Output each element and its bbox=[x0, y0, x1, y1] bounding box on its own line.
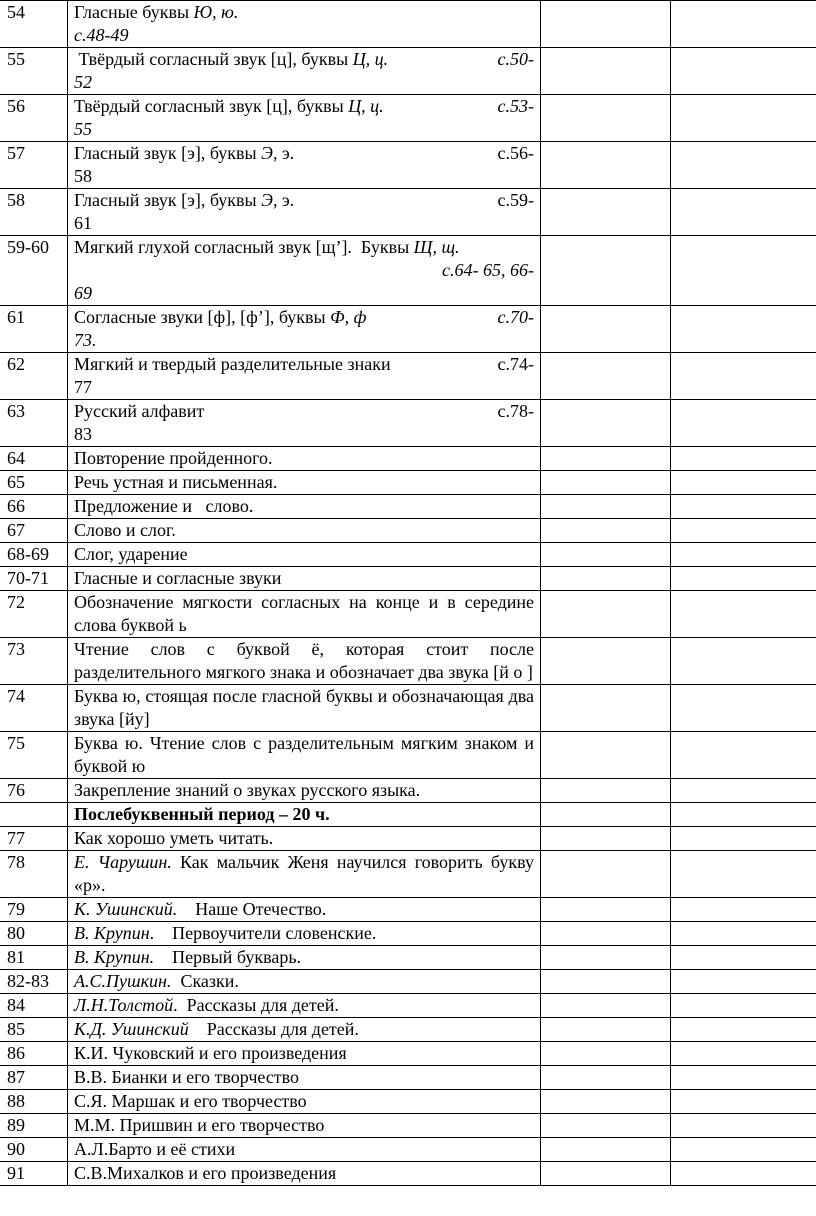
table-row bbox=[0, 353, 816, 400]
planned-date-cell bbox=[541, 1114, 671, 1138]
textbook-pages-text: с.56- bbox=[497, 143, 534, 163]
actual-date-cell bbox=[671, 922, 816, 946]
lesson-number-cell: 70-71 bbox=[0, 567, 68, 591]
actual-date-cell bbox=[671, 779, 816, 803]
lesson-topic-cell bbox=[68, 1162, 541, 1186]
lesson-topic-text: Повторение пройденного. bbox=[74, 448, 273, 468]
table-row bbox=[0, 1162, 816, 1186]
actual-date-cell bbox=[671, 1114, 816, 1138]
lesson-topic-text: М.М. Пришвин и его творчество bbox=[74, 1115, 325, 1135]
planned-date-cell bbox=[541, 851, 671, 898]
textbook-pages-continuation: 77 bbox=[74, 377, 92, 397]
planned-date-cell bbox=[541, 591, 671, 638]
lesson-topic-text: А.Л.Барто и её стихи bbox=[74, 1139, 236, 1159]
lesson-number-cell: 80 bbox=[0, 922, 68, 946]
lesson-topic-cell bbox=[68, 732, 541, 779]
lesson-topic-cell bbox=[68, 306, 541, 353]
planned-date-cell bbox=[541, 898, 671, 922]
lesson-topic-cell bbox=[68, 970, 541, 994]
lesson-topic-text: Обозначение мягкости согласных на конце и в середине слова буквой ь bbox=[74, 592, 534, 635]
lesson-number-cell: 57 bbox=[0, 142, 68, 189]
lesson-topic-cell bbox=[68, 779, 541, 803]
table-row bbox=[0, 543, 816, 567]
lesson-number-cell: 61 bbox=[0, 306, 68, 353]
table-row bbox=[0, 236, 816, 306]
textbook-pages-continuation: 55 bbox=[74, 119, 92, 139]
lesson-topic-cell bbox=[68, 95, 541, 142]
table-row bbox=[0, 1018, 816, 1042]
actual-date-cell bbox=[671, 495, 816, 519]
lesson-topic-text: Речь устная и письменная. bbox=[74, 472, 278, 492]
lesson-topic-text: Русский алфавит bbox=[74, 401, 205, 421]
lesson-topic-cell bbox=[68, 898, 541, 922]
actual-date-cell bbox=[671, 543, 816, 567]
actual-date-cell bbox=[671, 946, 816, 970]
planned-date-cell bbox=[541, 638, 671, 685]
table-row bbox=[0, 591, 816, 638]
planned-date-cell bbox=[541, 495, 671, 519]
lesson-topic-cell bbox=[68, 922, 541, 946]
planned-date-cell bbox=[541, 543, 671, 567]
lesson-topic-text: Твёрдый согласный звук [ц], буквы Ц, ц. bbox=[74, 96, 384, 116]
planned-date-cell bbox=[541, 827, 671, 851]
lesson-topic-cell bbox=[68, 591, 541, 638]
table-row bbox=[0, 851, 816, 898]
lesson-number-cell: 91 bbox=[0, 1162, 68, 1186]
actual-date-cell bbox=[671, 1, 816, 48]
actual-date-cell bbox=[671, 827, 816, 851]
lesson-number-cell: 74 bbox=[0, 685, 68, 732]
planned-date-cell bbox=[541, 447, 671, 471]
lesson-number-cell: 90 bbox=[0, 1138, 68, 1162]
lesson-topic-cell bbox=[68, 1018, 541, 1042]
table-row bbox=[0, 189, 816, 236]
lesson-topic-text: С.Я. Маршак и его творчество bbox=[74, 1091, 307, 1111]
table-row bbox=[0, 638, 816, 685]
lesson-topic-text: Буква ю. Чтение слов с разделительным мягким знаком и буквой ю bbox=[74, 733, 534, 776]
lesson-topic-cell bbox=[68, 48, 541, 95]
lesson-number-cell: 63 bbox=[0, 400, 68, 447]
planned-date-cell bbox=[541, 95, 671, 142]
lesson-topic-text: В. Крупин. Первый букварь. bbox=[74, 947, 302, 967]
lesson-number-cell: 76 bbox=[0, 779, 68, 803]
lesson-topic-text: Как хорошо уметь читать. bbox=[74, 828, 274, 848]
lesson-number-cell: 59-60 bbox=[0, 236, 68, 306]
lesson-topic-cell bbox=[68, 1042, 541, 1066]
textbook-pages-text: с.59- bbox=[497, 190, 534, 210]
planned-date-cell bbox=[541, 1042, 671, 1066]
lesson-topic-cell bbox=[68, 946, 541, 970]
lesson-topic-text: Е. Чарушин. Как мальчик Женя научился говорить букву «р». bbox=[74, 852, 534, 895]
planned-date-cell bbox=[541, 471, 671, 495]
textbook-pages-continuation: 73. bbox=[74, 330, 97, 350]
lesson-topic-text: Гласный звук [э], буквы Э, э. bbox=[74, 190, 295, 210]
table-row bbox=[0, 1042, 816, 1066]
table-row bbox=[0, 1114, 816, 1138]
actual-date-cell bbox=[671, 48, 816, 95]
planned-date-cell bbox=[541, 970, 671, 994]
actual-date-cell bbox=[671, 471, 816, 495]
lesson-topic-text: Гласные и согласные звуки bbox=[74, 568, 282, 588]
lesson-topic-text: Послебуквенный период – 20 ч. bbox=[74, 804, 330, 824]
lesson-topic-cell bbox=[68, 1066, 541, 1090]
lesson-number-cell: 72 bbox=[0, 591, 68, 638]
actual-date-cell bbox=[671, 638, 816, 685]
lesson-topic-text: Слово и слог. bbox=[74, 520, 176, 540]
lesson-topic-cell bbox=[68, 1114, 541, 1138]
lesson-topic-text: В.В. Бианки и его творчество bbox=[74, 1067, 300, 1087]
lesson-topic-text: Слог, ударение bbox=[74, 544, 188, 564]
planned-date-cell bbox=[541, 946, 671, 970]
table-row bbox=[0, 970, 816, 994]
lesson-topic-cell bbox=[68, 495, 541, 519]
table-row bbox=[0, 495, 816, 519]
actual-date-cell bbox=[671, 851, 816, 898]
lesson-number-cell: 64 bbox=[0, 447, 68, 471]
lesson-topic-cell bbox=[68, 543, 541, 567]
planned-date-cell bbox=[541, 1, 671, 48]
lesson-topic-text: Гласный звук [э], буквы Э, э. bbox=[74, 143, 295, 163]
lesson-topic-cell bbox=[68, 1, 541, 48]
table-row bbox=[0, 567, 816, 591]
actual-date-cell bbox=[671, 447, 816, 471]
lesson-topic-cell bbox=[68, 142, 541, 189]
lesson-topic-cell bbox=[68, 1090, 541, 1114]
lesson-number-cell: 87 bbox=[0, 1066, 68, 1090]
table-row bbox=[0, 142, 816, 189]
textbook-pages-continuation: 61 bbox=[74, 213, 92, 233]
actual-date-cell bbox=[671, 994, 816, 1018]
actual-date-cell bbox=[671, 142, 816, 189]
lesson-number-cell: 85 bbox=[0, 1018, 68, 1042]
planned-date-cell bbox=[541, 685, 671, 732]
planned-date-cell bbox=[541, 1066, 671, 1090]
planned-date-cell bbox=[541, 803, 671, 827]
planned-date-cell bbox=[541, 236, 671, 306]
actual-date-cell bbox=[671, 970, 816, 994]
actual-date-cell bbox=[671, 1090, 816, 1114]
actual-date-cell bbox=[671, 1066, 816, 1090]
planned-date-cell bbox=[541, 306, 671, 353]
lesson-topic-text: К.Д. Ушинский Рассказы для детей. bbox=[74, 1019, 359, 1039]
lesson-topic-cell bbox=[68, 803, 541, 827]
lesson-topic-cell bbox=[68, 236, 541, 306]
planned-date-cell bbox=[541, 400, 671, 447]
actual-date-cell bbox=[671, 236, 816, 306]
lesson-number-cell: 66 bbox=[0, 495, 68, 519]
table-row bbox=[0, 732, 816, 779]
textbook-pages-text: с.53- bbox=[497, 96, 534, 116]
planned-date-cell bbox=[541, 48, 671, 95]
lesson-number-cell: 65 bbox=[0, 471, 68, 495]
lesson-topic-cell bbox=[68, 827, 541, 851]
table-row bbox=[0, 471, 816, 495]
table-row bbox=[0, 922, 816, 946]
planned-date-cell bbox=[541, 922, 671, 946]
planned-date-cell bbox=[541, 1090, 671, 1114]
lesson-number-cell: 77 bbox=[0, 827, 68, 851]
lesson-topic-cell bbox=[68, 851, 541, 898]
table-row bbox=[0, 827, 816, 851]
lesson-number-cell: 78 bbox=[0, 851, 68, 898]
lesson-number-cell: 55 bbox=[0, 48, 68, 95]
lesson-topic-cell bbox=[68, 567, 541, 591]
lesson-topic-cell bbox=[68, 519, 541, 543]
planned-date-cell bbox=[541, 779, 671, 803]
lesson-plan-table-body bbox=[0, 1, 816, 1186]
planned-date-cell bbox=[541, 189, 671, 236]
planned-date-cell bbox=[541, 567, 671, 591]
lesson-topic-text: Мягкий и твердый разделительные знаки bbox=[74, 354, 391, 374]
actual-date-cell bbox=[671, 1018, 816, 1042]
lesson-topic-text: К. Ушинский. Наше Отечество. bbox=[74, 899, 327, 919]
lesson-topic-cell bbox=[68, 400, 541, 447]
lesson-number-cell bbox=[0, 803, 68, 827]
lesson-number-cell: 88 bbox=[0, 1090, 68, 1114]
lesson-number-cell: 54 bbox=[0, 1, 68, 48]
lesson-number-cell: 84 bbox=[0, 994, 68, 1018]
lesson-topic-text: Чтение слов с буквой ё, которая стоит после разделительного мягкого знака и обозначает два звука [й о ] bbox=[74, 639, 534, 682]
table-row bbox=[0, 779, 816, 803]
actual-date-cell bbox=[671, 567, 816, 591]
planned-date-cell bbox=[541, 1138, 671, 1162]
lesson-topic-cell bbox=[68, 1138, 541, 1162]
lesson-topic-cell bbox=[68, 447, 541, 471]
lesson-number-cell: 89 bbox=[0, 1114, 68, 1138]
actual-date-cell bbox=[671, 400, 816, 447]
textbook-pages-text: с.74- bbox=[497, 354, 534, 374]
planned-date-cell bbox=[541, 142, 671, 189]
lesson-topic-text: Гласные буквы Ю, ю. bbox=[74, 2, 239, 22]
lesson-number-cell: 56 bbox=[0, 95, 68, 142]
actual-date-cell bbox=[671, 1138, 816, 1162]
textbook-pages-text: с.70- bbox=[497, 307, 534, 327]
lesson-topic-cell bbox=[68, 685, 541, 732]
lesson-topic-cell bbox=[68, 994, 541, 1018]
actual-date-cell bbox=[671, 803, 816, 827]
lesson-number-cell: 68-69 bbox=[0, 543, 68, 567]
planned-date-cell bbox=[541, 353, 671, 400]
table-row bbox=[0, 1, 816, 48]
table-row bbox=[0, 306, 816, 353]
lesson-topic-text: С.В.Михалков и его произведения bbox=[74, 1163, 337, 1183]
table-row bbox=[0, 898, 816, 922]
table-row bbox=[0, 685, 816, 732]
table-row bbox=[0, 1090, 816, 1114]
actual-date-cell bbox=[671, 732, 816, 779]
lesson-topic-text: Согласные звуки [ф], [ф’], буквы Ф, ф bbox=[74, 307, 367, 327]
actual-date-cell bbox=[671, 95, 816, 142]
lesson-topic-text: А.С.Пушкин. Сказки. bbox=[74, 971, 239, 991]
textbook-pages-continuation: 52 bbox=[74, 72, 92, 92]
textbook-pages-text: с.78- bbox=[497, 401, 534, 421]
textbook-pages-continuation: с.48-49 bbox=[74, 25, 129, 45]
lesson-number-cell: 58 bbox=[0, 189, 68, 236]
actual-date-cell bbox=[671, 898, 816, 922]
lesson-number-cell: 75 bbox=[0, 732, 68, 779]
planned-date-cell bbox=[541, 519, 671, 543]
lesson-number-cell: 79 bbox=[0, 898, 68, 922]
actual-date-cell bbox=[671, 519, 816, 543]
lesson-topic-cell bbox=[68, 353, 541, 400]
lesson-topic-text: Закрепление знаний о звуках русского языка. bbox=[74, 780, 421, 800]
actual-date-cell bbox=[671, 189, 816, 236]
textbook-pages-text: с.64- 65, 66- bbox=[442, 260, 534, 280]
table-row bbox=[0, 400, 816, 447]
lesson-topic-text: Буква ю, стоящая после гласной буквы и обозначающая два звука [йу] bbox=[74, 686, 534, 729]
lesson-number-cell: 73 bbox=[0, 638, 68, 685]
table-row bbox=[0, 803, 816, 827]
table-row bbox=[0, 447, 816, 471]
planned-date-cell bbox=[541, 994, 671, 1018]
textbook-pages-continuation: 58 bbox=[74, 166, 92, 186]
table-row bbox=[0, 48, 816, 95]
planned-date-cell bbox=[541, 1018, 671, 1042]
lesson-topic-cell bbox=[68, 638, 541, 685]
lesson-number-cell: 67 bbox=[0, 519, 68, 543]
table-row bbox=[0, 994, 816, 1018]
lesson-topic-text: К.И. Чуковский и его произведения bbox=[74, 1043, 347, 1063]
actual-date-cell bbox=[671, 1162, 816, 1186]
lesson-topic-text: Мягкий глухой согласный звук [щ’]. Буквы Щ, щ. bbox=[74, 237, 460, 257]
table-row bbox=[0, 1138, 816, 1162]
actual-date-cell bbox=[671, 591, 816, 638]
lesson-topic-text: Л.Н.Толстой. Рассказы для детей. bbox=[74, 995, 339, 1015]
textbook-pages-continuation: 69 bbox=[74, 283, 92, 303]
lesson-topic-cell bbox=[68, 471, 541, 495]
table-row bbox=[0, 946, 816, 970]
textbook-pages-continuation: 83 bbox=[74, 424, 92, 444]
lesson-number-cell: 82-83 bbox=[0, 970, 68, 994]
planned-date-cell bbox=[541, 1162, 671, 1186]
lesson-topic-cell bbox=[68, 189, 541, 236]
textbook-pages-text: с.50- bbox=[497, 49, 534, 69]
lesson-topic-text: Твёрдый согласный звук [ц], буквы Ц, ц. bbox=[74, 49, 389, 69]
planned-date-cell bbox=[541, 732, 671, 779]
actual-date-cell bbox=[671, 306, 816, 353]
actual-date-cell bbox=[671, 353, 816, 400]
actual-date-cell bbox=[671, 1042, 816, 1066]
table-row bbox=[0, 95, 816, 142]
table-row bbox=[0, 1066, 816, 1090]
lesson-topic-text: Предложение и слово. bbox=[74, 496, 254, 516]
actual-date-cell bbox=[671, 685, 816, 732]
lesson-number-cell: 81 bbox=[0, 946, 68, 970]
lesson-number-cell: 62 bbox=[0, 353, 68, 400]
lesson-number-cell: 86 bbox=[0, 1042, 68, 1066]
table-row bbox=[0, 519, 816, 543]
lesson-topic-text: В. Крупин. Первоучители словенские. bbox=[74, 923, 377, 943]
